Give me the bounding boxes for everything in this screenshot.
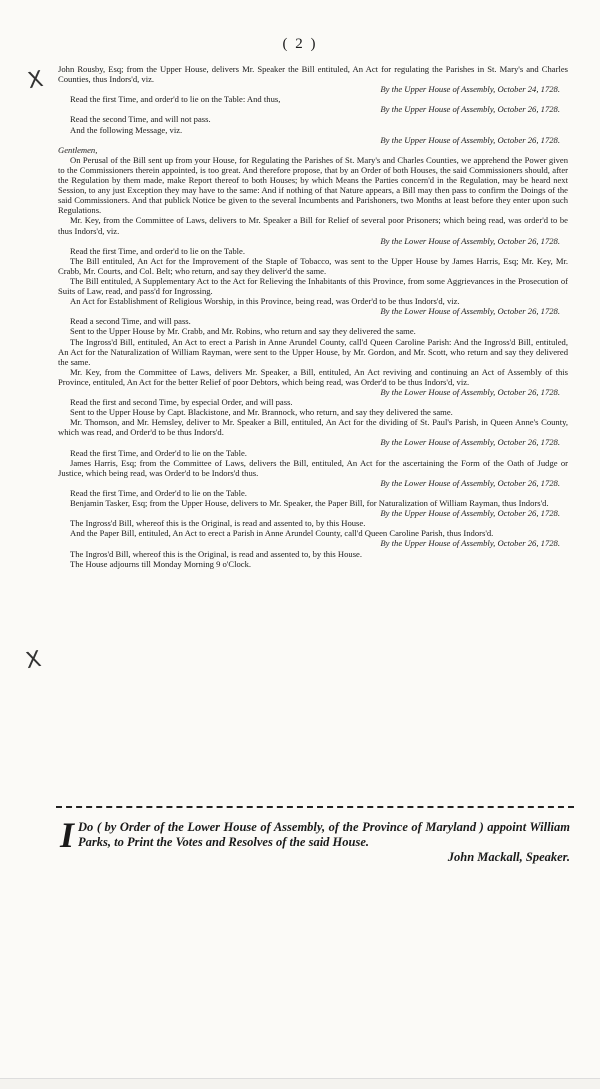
paragraph: The Bill entituled, An Act for the Improvement of the Staple of Tobacco, was sent to the Upper House by James Harris, Esq; Mr. Key, Mr. Crabb, Mr. Courts, and Col. Belt; who return, and say they deliver'd the same. (58, 255, 568, 276)
paragraph: Mr. Thomson, and Mr. Hemsley, deliver to Mr. Speaker a Bill, entituled, An Act for the dividing of St. Paul's Parish, in Queen Anne's County, which was read, and Order'd to be thus Indors'd. (58, 417, 568, 438)
imprimatur-block (60, 815, 570, 865)
handwritten-x-mark-2: X (23, 646, 44, 675)
dateline: By the Lower House of Assembly, October 26, 1728. (380, 387, 560, 397)
dateline: By the Upper House of Assembly, October 26, 1728. (380, 538, 560, 549)
paragraph: Mr. Key, from the Committee of Laws, delivers to Mr. Speaker a Bill for Relief of several poor Prisoners; which being read, was order'd to be thus Indors'd, viz. (58, 215, 568, 236)
paragraph: Mr. Key, from the Committee of Laws, delivers Mr. Speaker, a Bill, entituled, An Act reviving and continuing an Act of Assembly of this Province, entituled, An Act for the better Relief of poor Debtors, which being read, was Order'd to be thus Indors'd, viz. (58, 366, 568, 387)
imprimatur-text: Do ( by Order of the Lower House of Assembly, of the Province of Maryland ) appoint William Parks, to Print the Votes and Resolves of the said House. (78, 820, 570, 849)
paragraph: Read the first Time, and Order'd to lie on the Table. (70, 447, 247, 458)
drop-cap: I (60, 815, 75, 855)
paragraph: Read the second Time, and will not pass. (70, 114, 211, 125)
paragraph: And the following Message, viz. (70, 124, 183, 135)
paragraph: Sent to the Upper House by Mr. Crabb, and Mr. Robins, who return and say they delivered the same. (70, 326, 416, 337)
page-bottom-edge (0, 1078, 600, 1089)
dateline: By the Lower House of Assembly, October 26, 1728. (380, 477, 560, 488)
paragraph: Read the first Time, and order'd to lie on the Table. (70, 245, 246, 256)
dateline: By the Upper House of Assembly, October 24, 1728. (380, 84, 560, 95)
paragraph: On Perusal of the Bill sent up from your House, for Regulating the Parishes of St. Mary's and Charles Counties, we apprehend the Power given to the Commissioners therein appointed, is too great. And therefore propose, that by an Order of both Houses, the said Commissioners should, after the Regulation by them made, make Report thereof to both Houses; by which Means the Parties concern'd in the Regulation, may be heard next Session, to any just Exception they may have to the same: And if nothing of that Nature appears, a Bill may then pass to confirm the Doings of the said Commissioners. And that publick Notice be given to the several Incumbents and Parishoners, two Months at least before they enter upon such Regulations. (58, 154, 568, 216)
paragraph: The Ingross'd Bill, whereof this is the Original, is read and assented to, by this House. (70, 518, 366, 529)
dateline: By the Lower House of Assembly, October 26, 1728. (380, 235, 560, 246)
dateline: By the Upper House of Assembly, October 26, 1728. (380, 134, 560, 145)
paragraph: An Act for Establishment of Religious Worship, in this Province, being read, was Order'd to be thus Indors'd, viz. (70, 296, 460, 307)
speaker-signature: John Mackall, Speaker. (447, 850, 570, 864)
top-divider-rule (56, 806, 574, 808)
paragraph: Read the first Time, and order'd to lie on the Table: And thus, (70, 94, 281, 105)
paragraph: Read a second Time, and will pass. (70, 316, 191, 327)
paragraph: John Rousby, Esq; from the Upper House, delivers Mr. Speaker the Bill entituled, An Act for regulating the Parishes in St. Mary's and Charles Counties, thus Indors'd, viz. (58, 64, 568, 85)
paragraph: And the Paper Bill, entituled, An Act to erect a Parish in Anne Arundel County, call'd Queen Caroline Parish, thus Indors'd. (70, 528, 494, 539)
proceedings-text (58, 64, 568, 569)
dateline: By the Upper House of Assembly, October 26, 1728. (380, 104, 560, 115)
paragraph: The Ingross'd Bill, entituled, An Act to erect a Parish in Anne Arundel County, call'd Queen Caroline Parish: And the Ingross'd Bill, entituled, An Act for the Naturalization of William Rayman, were sent to the Upper House, by Mr. Gordon, and Mr. Scott, who return and say they delivered the same. (58, 336, 568, 367)
paragraph: The House adjourns till Monday Morning 9 o'Clock. (70, 558, 252, 569)
paragraph: Read the first and second Time, by especial Order, and will pass. (70, 397, 293, 408)
paragraph: The Bill entituled, A Supplementary Act to the Act for Relieving the Inhabitants of this Province, from some Aggrievances in the Prosecution of Suits of Law, read, and pass'd for Ingrossing. (58, 275, 568, 297)
dateline: By the Lower House of Assembly, October 26, 1728. (380, 437, 560, 448)
handwritten-x-mark-1: X (25, 66, 46, 95)
imprimatur-statement (60, 815, 570, 855)
paragraph: The Ingros'd Bill, whereof this is the Original, is read and assented to, by this House. (70, 548, 363, 559)
paragraph: James Harris, Esq; from the Committee of Laws, delivers the Bill, entituled, An Act for the ascertaining the Form of the Oath of Judge or Justice, which being read, was Order'd to be Indors'd thus. (58, 457, 568, 478)
paragraph: Benjamin Tasker, Esq; from the Upper House, delivers to Mr. Speaker, the Paper Bill, for Naturalization of William Rayman, thus Indors'd. (70, 498, 549, 509)
paragraph: Sent to the Upper House by Capt. Blackistone, and Mr. Brannock, who return, and say they delivered the same. (70, 407, 453, 418)
dateline: By the Upper House of Assembly, October 26, 1728. (380, 508, 560, 519)
paragraph: Read the first Time, and Order'd to lie on the Table. (70, 487, 247, 498)
dateline: By the Lower House of Assembly, October 26, 1728. (380, 306, 560, 317)
salutation: Gentlemen, (58, 144, 98, 155)
page-number: ( 2 ) (282, 36, 318, 52)
